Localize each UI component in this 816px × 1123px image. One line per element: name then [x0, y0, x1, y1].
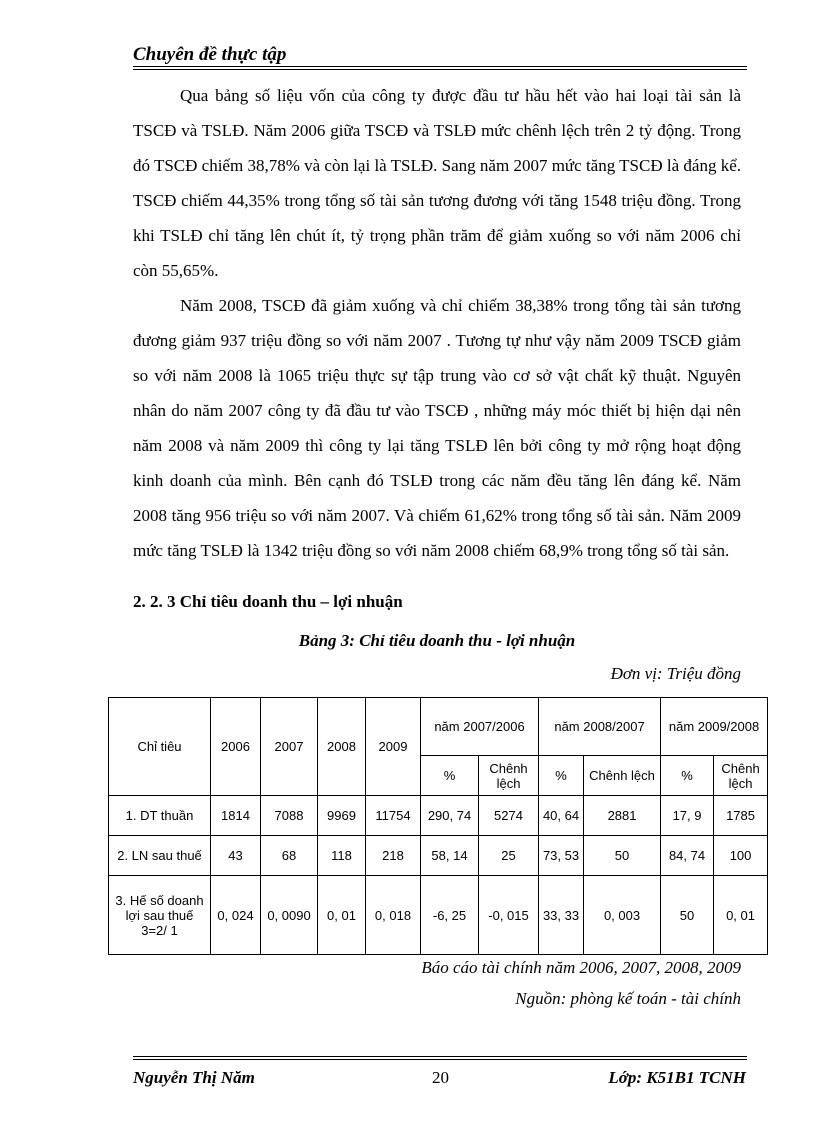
table-caption: Bảng 3: Chỉ tiêu doanh thu - lợi nhuận: [298, 631, 576, 650]
table-cell: 40, 64: [539, 796, 584, 836]
table-cell: 0, 01: [714, 876, 768, 955]
table-cell: 290, 74: [421, 796, 479, 836]
table-cell: 50: [584, 836, 661, 876]
footer-author: Nguyễn Thị Năm: [133, 1068, 255, 1087]
sub-header-diff: Chênh lệch: [479, 756, 539, 796]
header-rule-thick: [133, 66, 747, 67]
unit-note: Đơn vị: Triệu đồng: [610, 664, 741, 683]
table-row: [109, 796, 768, 836]
sub-header-diff: Chênh lệch: [714, 756, 768, 796]
table-cell: 0, 018: [366, 876, 421, 955]
table-row: [109, 836, 768, 876]
table-cell: 43: [211, 836, 261, 876]
table-cell: 0, 003: [584, 876, 661, 955]
header-year: 2008: [318, 698, 366, 796]
table-cell: 218: [366, 836, 421, 876]
header-indicator: Chỉ tiêu: [109, 698, 211, 796]
table-cell: 50: [661, 876, 714, 955]
table-cell: -0, 015: [479, 876, 539, 955]
sub-header-percent: %: [661, 756, 714, 796]
source-department: Nguồn: phòng kế toán - tài chính: [515, 989, 741, 1008]
section-heading: 2. 2. 3 Chỉ tiêu doanh thu – lợi nhuận: [133, 592, 403, 611]
sub-header-percent: %: [539, 756, 584, 796]
table-cell: 0, 01: [318, 876, 366, 955]
table-cell: 9969: [318, 796, 366, 836]
table-cell: 33, 33: [539, 876, 584, 955]
table-cell: 1785: [714, 796, 768, 836]
row-label: 3. Hế số doanh lợi sau thuế 3=2/ 1: [109, 876, 211, 955]
page-number: 20: [432, 1068, 449, 1087]
source-report: Báo cáo tài chính năm 2006, 2007, 2008, 2009: [421, 958, 741, 977]
table-cell: 25: [479, 836, 539, 876]
table-row: [109, 876, 768, 955]
footer-class: Lớp: K51B1 TCNH: [608, 1068, 746, 1087]
table-cell: 84, 74: [661, 836, 714, 876]
table-cell: -6, 25: [421, 876, 479, 955]
table-cell: 0, 024: [211, 876, 261, 955]
header-title: Chuyên đề thực tập: [133, 44, 287, 65]
header-year: 2006: [211, 698, 261, 796]
header-year: 2007: [261, 698, 318, 796]
revenue-profit-table: [108, 697, 768, 955]
table-cell: 68: [261, 836, 318, 876]
table-cell: 2881: [584, 796, 661, 836]
header-year: 2009: [366, 698, 421, 796]
table-cell: 11754: [366, 796, 421, 836]
paragraph-2: Năm 2008, TSCĐ đã giảm xuống và chỉ chiếm 38,38% trong tổng tài sản tương đương giảm 937 triệu đồng so với năm 2007 . Tương tự như vậy năm 2009 TSCĐ giảm so với năm 2008 là 1065 triệu thực sự tập trung vào cơ sở vật chất kỹ thuật. Nguyên nhân do năm 2007 công ty đã đầu tư vào TSCĐ , những máy móc thiết bị hiện dại nên năm 2008 và năm 2009 thì công ty lại tăng TSLĐ lên bởi công ty mở rộng hoạt động kinh doanh của mình. Bên cạnh đó TSLĐ trong các năm đều tăng lên đáng kể. Năm 2008 tăng 956 triệu so với năm 2007. Và chiếm 61,62% trong tổng số tài sản. Năm 2009 mức tăng TSLĐ là 1342 triệu đồng so với năm 2008 chiếm 68,9% trong tổng số tài sản.: [133, 296, 741, 560]
table-cell: 7088: [261, 796, 318, 836]
header-rule-thin: [133, 69, 747, 70]
table-cell: 118: [318, 836, 366, 876]
header-comparison: năm 2009/2008: [661, 698, 768, 756]
table-cell: 1814: [211, 796, 261, 836]
header-comparison: năm 2007/2006: [421, 698, 539, 756]
table-cell: 58, 14: [421, 836, 479, 876]
table-cell: 17, 9: [661, 796, 714, 836]
footer-rule-thick: [133, 1059, 747, 1060]
table-cell: 5274: [479, 796, 539, 836]
sub-header-diff: Chênh lệch: [584, 756, 661, 796]
table-cell: 100: [714, 836, 768, 876]
sub-header-percent: %: [421, 756, 479, 796]
paragraph-1: Qua bảng số liệu vốn của công ty được đầu tư hầu hết vào hai loại tài sản là TSCĐ và TSLĐ. Năm 2006 giữa TSCĐ và TSLĐ mức chênh lệch trên 2 tỷ động. Trong đó TSCĐ chiếm 38,78% và còn lại là TSLĐ. Sang năm 2007 mức tăng TSCĐ là đáng kể. TSCĐ chiếm 44,35% trong tổng số tài sản tương đương với tăng 1548 triệu đồng. Trong khi TSLĐ chỉ tăng lên chút ít, tỷ trọng phần trăm để giảm xuống so với năm 2006 chỉ còn 55,65%.: [133, 86, 741, 280]
table-cell: 73, 53: [539, 836, 584, 876]
row-label: 2. LN sau thuế: [109, 836, 211, 876]
table-cell: 0, 0090: [261, 876, 318, 955]
header-comparison: năm 2008/2007: [539, 698, 661, 756]
footer-rule-thin: [133, 1056, 747, 1057]
row-label: 1. DT thuần: [109, 796, 211, 836]
body-text: [133, 78, 741, 568]
